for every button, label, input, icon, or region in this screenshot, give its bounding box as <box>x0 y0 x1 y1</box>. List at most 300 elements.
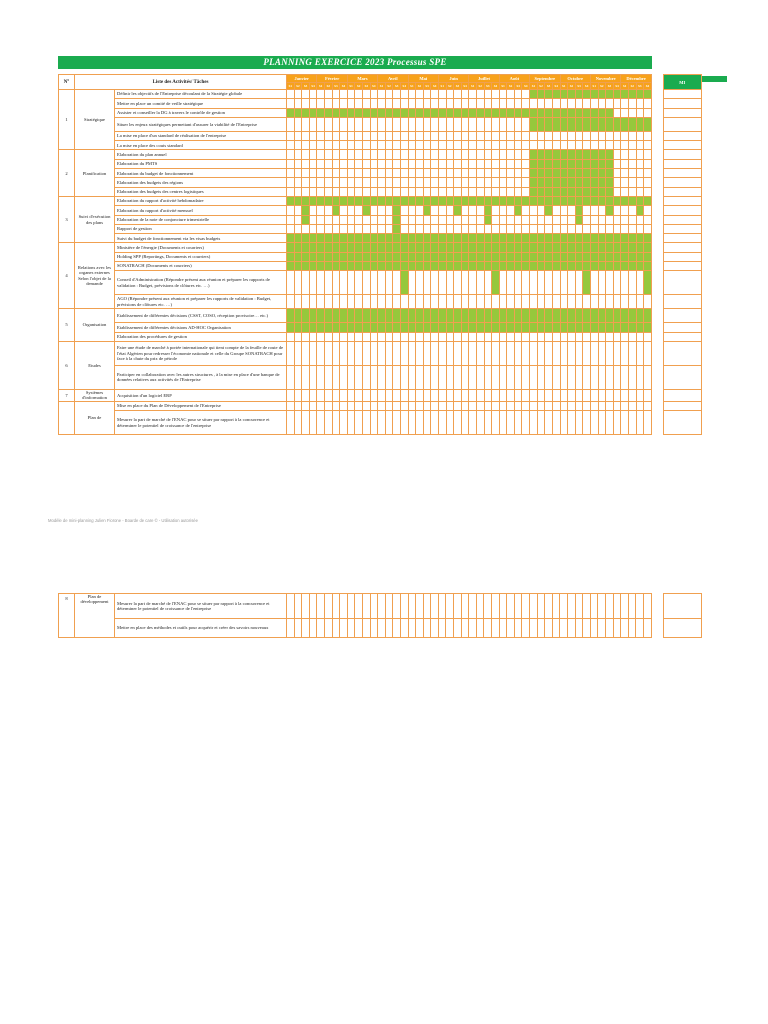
schedule-cell[interactable] <box>606 169 614 178</box>
schedule-cell[interactable] <box>332 411 340 435</box>
schedule-cell[interactable] <box>575 401 583 410</box>
schedule-cell[interactable] <box>606 131 614 140</box>
schedule-cell[interactable] <box>522 594 530 619</box>
schedule-cell[interactable] <box>340 401 348 410</box>
schedule-cell[interactable] <box>431 252 439 261</box>
schedule-cell[interactable] <box>287 108 295 117</box>
schedule-cell[interactable] <box>378 411 386 435</box>
schedule-cell[interactable] <box>385 411 393 435</box>
schedule-cell[interactable] <box>636 234 644 243</box>
schedule-cell[interactable] <box>400 131 408 140</box>
schedule-cell[interactable] <box>431 389 439 401</box>
schedule-cell[interactable] <box>469 243 477 252</box>
schedule-cell[interactable] <box>507 234 515 243</box>
schedule-cell[interactable] <box>317 90 325 99</box>
schedule-cell[interactable] <box>309 178 317 187</box>
schedule-cell[interactable] <box>446 108 454 117</box>
schedule-cell[interactable] <box>294 619 302 638</box>
schedule-cell[interactable] <box>583 271 591 295</box>
schedule-cell[interactable] <box>499 271 507 295</box>
schedule-cell[interactable] <box>423 169 431 178</box>
schedule-cell[interactable] <box>431 332 439 341</box>
schedule-cell[interactable] <box>484 178 492 187</box>
schedule-cell[interactable] <box>598 365 606 389</box>
schedule-cell[interactable] <box>416 234 424 243</box>
schedule-cell[interactable] <box>530 224 538 233</box>
schedule-cell[interactable] <box>568 108 576 117</box>
schedule-cell[interactable] <box>340 206 348 215</box>
extra-cell[interactable] <box>663 224 701 233</box>
schedule-cell[interactable] <box>537 411 545 435</box>
schedule-cell[interactable] <box>378 108 386 117</box>
schedule-cell[interactable] <box>461 90 469 99</box>
schedule-cell[interactable] <box>628 619 636 638</box>
schedule-cell[interactable] <box>552 243 560 252</box>
schedule-cell[interactable] <box>287 271 295 295</box>
schedule-cell[interactable] <box>514 141 522 150</box>
schedule-cell[interactable] <box>606 196 614 205</box>
schedule-cell[interactable] <box>628 131 636 140</box>
schedule-cell[interactable] <box>507 401 515 410</box>
schedule-cell[interactable] <box>621 131 629 140</box>
schedule-cell[interactable] <box>613 150 621 159</box>
schedule-cell[interactable] <box>621 169 629 178</box>
schedule-cell[interactable] <box>469 178 477 187</box>
schedule-cell[interactable] <box>302 594 310 619</box>
schedule-cell[interactable] <box>621 262 629 271</box>
schedule-cell[interactable] <box>340 594 348 619</box>
schedule-cell[interactable] <box>408 401 416 410</box>
schedule-cell[interactable] <box>362 262 370 271</box>
schedule-cell[interactable] <box>340 150 348 159</box>
schedule-cell[interactable] <box>400 243 408 252</box>
schedule-cell[interactable] <box>469 224 477 233</box>
schedule-cell[interactable] <box>583 90 591 99</box>
schedule-cell[interactable] <box>332 187 340 196</box>
schedule-cell[interactable] <box>309 401 317 410</box>
schedule-cell[interactable] <box>446 365 454 389</box>
schedule-cell[interactable] <box>309 252 317 261</box>
schedule-cell[interactable] <box>590 309 598 323</box>
schedule-cell[interactable] <box>499 169 507 178</box>
schedule-cell[interactable] <box>378 206 386 215</box>
schedule-cell[interactable] <box>287 99 295 108</box>
schedule-cell[interactable] <box>309 117 317 131</box>
schedule-cell[interactable] <box>560 159 568 168</box>
schedule-cell[interactable] <box>530 594 538 619</box>
schedule-cell[interactable] <box>636 401 644 410</box>
schedule-cell[interactable] <box>628 252 636 261</box>
schedule-cell[interactable] <box>302 619 310 638</box>
schedule-cell[interactable] <box>438 594 446 619</box>
schedule-cell[interactable] <box>378 234 386 243</box>
schedule-cell[interactable] <box>621 196 629 205</box>
schedule-cell[interactable] <box>514 117 522 131</box>
schedule-cell[interactable] <box>469 332 477 341</box>
schedule-cell[interactable] <box>431 90 439 99</box>
schedule-cell[interactable] <box>362 309 370 323</box>
schedule-cell[interactable] <box>644 295 652 309</box>
extra-cell[interactable] <box>663 215 701 224</box>
schedule-cell[interactable] <box>302 271 310 295</box>
schedule-cell[interactable] <box>408 243 416 252</box>
schedule-cell[interactable] <box>537 619 545 638</box>
schedule-cell[interactable] <box>461 389 469 401</box>
schedule-cell[interactable] <box>362 365 370 389</box>
schedule-cell[interactable] <box>575 224 583 233</box>
schedule-cell[interactable] <box>568 159 576 168</box>
schedule-cell[interactable] <box>362 411 370 435</box>
schedule-cell[interactable] <box>400 187 408 196</box>
schedule-cell[interactable] <box>545 389 553 401</box>
schedule-cell[interactable] <box>484 309 492 323</box>
extra-cell[interactable] <box>663 332 701 341</box>
schedule-cell[interactable] <box>309 99 317 108</box>
schedule-cell[interactable] <box>514 234 522 243</box>
schedule-cell[interactable] <box>545 271 553 295</box>
schedule-cell[interactable] <box>332 332 340 341</box>
schedule-cell[interactable] <box>507 309 515 323</box>
schedule-cell[interactable] <box>446 389 454 401</box>
schedule-cell[interactable] <box>492 243 500 252</box>
schedule-cell[interactable] <box>621 365 629 389</box>
schedule-cell[interactable] <box>507 150 515 159</box>
schedule-cell[interactable] <box>492 309 500 323</box>
schedule-cell[interactable] <box>416 332 424 341</box>
schedule-cell[interactable] <box>454 411 462 435</box>
schedule-cell[interactable] <box>583 619 591 638</box>
schedule-cell[interactable] <box>287 365 295 389</box>
schedule-cell[interactable] <box>613 271 621 295</box>
schedule-cell[interactable] <box>514 332 522 341</box>
schedule-cell[interactable] <box>590 243 598 252</box>
schedule-cell[interactable] <box>355 196 363 205</box>
schedule-cell[interactable] <box>378 365 386 389</box>
schedule-cell[interactable] <box>423 271 431 295</box>
schedule-cell[interactable] <box>476 108 484 117</box>
schedule-cell[interactable] <box>302 150 310 159</box>
schedule-cell[interactable] <box>598 224 606 233</box>
schedule-cell[interactable] <box>492 224 500 233</box>
schedule-cell[interactable] <box>393 90 401 99</box>
schedule-cell[interactable] <box>302 224 310 233</box>
schedule-cell[interactable] <box>438 224 446 233</box>
schedule-cell[interactable] <box>302 332 310 341</box>
schedule-cell[interactable] <box>302 309 310 323</box>
schedule-cell[interactable] <box>393 341 401 365</box>
schedule-cell[interactable] <box>575 594 583 619</box>
schedule-cell[interactable] <box>598 169 606 178</box>
schedule-cell[interactable] <box>416 309 424 323</box>
schedule-cell[interactable] <box>552 295 560 309</box>
schedule-cell[interactable] <box>530 187 538 196</box>
schedule-cell[interactable] <box>522 117 530 131</box>
schedule-cell[interactable] <box>431 224 439 233</box>
schedule-cell[interactable] <box>431 341 439 365</box>
schedule-cell[interactable] <box>545 99 553 108</box>
schedule-cell[interactable] <box>438 178 446 187</box>
schedule-cell[interactable] <box>416 295 424 309</box>
schedule-cell[interactable] <box>454 224 462 233</box>
schedule-cell[interactable] <box>317 99 325 108</box>
schedule-cell[interactable] <box>385 323 393 332</box>
schedule-cell[interactable] <box>423 594 431 619</box>
schedule-cell[interactable] <box>476 131 484 140</box>
schedule-cell[interactable] <box>355 108 363 117</box>
schedule-cell[interactable] <box>560 150 568 159</box>
schedule-cell[interactable] <box>454 332 462 341</box>
schedule-cell[interactable] <box>530 196 538 205</box>
schedule-cell[interactable] <box>446 332 454 341</box>
schedule-cell[interactable] <box>605 619 613 638</box>
schedule-cell[interactable] <box>302 365 310 389</box>
schedule-cell[interactable] <box>294 141 302 150</box>
schedule-cell[interactable] <box>355 90 363 99</box>
extra-cell[interactable] <box>663 341 701 365</box>
schedule-cell[interactable] <box>332 224 340 233</box>
schedule-cell[interactable] <box>583 401 591 410</box>
schedule-cell[interactable] <box>408 332 416 341</box>
schedule-cell[interactable] <box>423 141 431 150</box>
schedule-cell[interactable] <box>461 224 469 233</box>
schedule-cell[interactable] <box>545 401 553 410</box>
schedule-cell[interactable] <box>492 169 500 178</box>
schedule-cell[interactable] <box>644 131 652 140</box>
schedule-cell[interactable] <box>416 108 424 117</box>
schedule-cell[interactable] <box>347 594 355 619</box>
schedule-cell[interactable] <box>598 323 606 332</box>
schedule-cell[interactable] <box>552 224 560 233</box>
schedule-cell[interactable] <box>347 365 355 389</box>
schedule-cell[interactable] <box>560 99 568 108</box>
schedule-cell[interactable] <box>393 99 401 108</box>
schedule-cell[interactable] <box>347 332 355 341</box>
schedule-cell[interactable] <box>568 341 576 365</box>
schedule-cell[interactable] <box>423 411 431 435</box>
schedule-cell[interactable] <box>461 108 469 117</box>
schedule-cell[interactable] <box>324 401 332 410</box>
schedule-cell[interactable] <box>370 243 378 252</box>
schedule-cell[interactable] <box>378 196 386 205</box>
schedule-cell[interactable] <box>492 99 500 108</box>
schedule-cell[interactable] <box>378 131 386 140</box>
schedule-cell[interactable] <box>416 99 424 108</box>
schedule-cell[interactable] <box>302 108 310 117</box>
schedule-cell[interactable] <box>347 295 355 309</box>
schedule-cell[interactable] <box>317 295 325 309</box>
schedule-cell[interactable] <box>461 365 469 389</box>
extra-cell[interactable] <box>663 187 701 196</box>
schedule-cell[interactable] <box>628 178 636 187</box>
schedule-cell[interactable] <box>309 187 317 196</box>
schedule-cell[interactable] <box>302 159 310 168</box>
schedule-cell[interactable] <box>476 206 484 215</box>
schedule-cell[interactable] <box>575 619 583 638</box>
schedule-cell[interactable] <box>393 178 401 187</box>
schedule-cell[interactable] <box>590 117 598 131</box>
schedule-cell[interactable] <box>446 117 454 131</box>
schedule-cell[interactable] <box>636 252 644 261</box>
schedule-cell[interactable] <box>507 243 515 252</box>
schedule-cell[interactable] <box>514 108 522 117</box>
schedule-cell[interactable] <box>575 309 583 323</box>
schedule-cell[interactable] <box>590 332 598 341</box>
schedule-cell[interactable] <box>560 224 568 233</box>
schedule-cell[interactable] <box>621 99 629 108</box>
schedule-cell[interactable] <box>590 252 598 261</box>
schedule-cell[interactable] <box>385 262 393 271</box>
schedule-cell[interactable] <box>636 99 644 108</box>
schedule-cell[interactable] <box>522 341 530 365</box>
schedule-cell[interactable] <box>613 341 621 365</box>
schedule-cell[interactable] <box>545 252 553 261</box>
schedule-cell[interactable] <box>408 224 416 233</box>
schedule-cell[interactable] <box>644 411 652 435</box>
schedule-cell[interactable] <box>492 411 500 435</box>
schedule-cell[interactable] <box>431 141 439 150</box>
schedule-cell[interactable] <box>340 411 348 435</box>
schedule-cell[interactable] <box>545 243 553 252</box>
schedule-cell[interactable] <box>347 389 355 401</box>
schedule-cell[interactable] <box>492 234 500 243</box>
schedule-cell[interactable] <box>385 309 393 323</box>
schedule-cell[interactable] <box>644 141 652 150</box>
schedule-cell[interactable] <box>628 196 636 205</box>
schedule-cell[interactable] <box>644 178 652 187</box>
schedule-cell[interactable] <box>423 224 431 233</box>
schedule-cell[interactable] <box>416 90 424 99</box>
schedule-cell[interactable] <box>621 243 629 252</box>
schedule-cell[interactable] <box>378 150 386 159</box>
schedule-cell[interactable] <box>294 206 302 215</box>
schedule-cell[interactable] <box>309 108 317 117</box>
schedule-cell[interactable] <box>431 187 439 196</box>
schedule-cell[interactable] <box>438 90 446 99</box>
schedule-cell[interactable] <box>575 187 583 196</box>
schedule-cell[interactable] <box>568 295 576 309</box>
schedule-cell[interactable] <box>332 234 340 243</box>
schedule-cell[interactable] <box>416 150 424 159</box>
schedule-cell[interactable] <box>606 206 614 215</box>
schedule-cell[interactable] <box>408 365 416 389</box>
schedule-cell[interactable] <box>431 99 439 108</box>
schedule-cell[interactable] <box>332 323 340 332</box>
schedule-cell[interactable] <box>454 234 462 243</box>
schedule-cell[interactable] <box>636 271 644 295</box>
schedule-cell[interactable] <box>583 99 591 108</box>
schedule-cell[interactable] <box>537 365 545 389</box>
schedule-cell[interactable] <box>522 389 530 401</box>
schedule-cell[interactable] <box>370 262 378 271</box>
schedule-cell[interactable] <box>552 215 560 224</box>
schedule-cell[interactable] <box>575 262 583 271</box>
schedule-cell[interactable] <box>287 234 295 243</box>
schedule-cell[interactable] <box>552 90 560 99</box>
schedule-cell[interactable] <box>370 215 378 224</box>
schedule-cell[interactable] <box>302 99 310 108</box>
schedule-cell[interactable] <box>378 309 386 323</box>
schedule-cell[interactable] <box>287 295 295 309</box>
schedule-cell[interactable] <box>294 234 302 243</box>
schedule-cell[interactable] <box>355 262 363 271</box>
schedule-cell[interactable] <box>454 594 462 619</box>
schedule-cell[interactable] <box>431 234 439 243</box>
schedule-cell[interactable] <box>530 365 538 389</box>
schedule-cell[interactable] <box>545 215 553 224</box>
schedule-cell[interactable] <box>294 224 302 233</box>
schedule-cell[interactable] <box>598 295 606 309</box>
schedule-cell[interactable] <box>613 262 621 271</box>
schedule-cell[interactable] <box>590 90 598 99</box>
schedule-cell[interactable] <box>332 196 340 205</box>
schedule-cell[interactable] <box>575 234 583 243</box>
schedule-cell[interactable] <box>522 252 530 261</box>
schedule-cell[interactable] <box>522 411 530 435</box>
schedule-cell[interactable] <box>590 178 598 187</box>
schedule-cell[interactable] <box>568 401 576 410</box>
schedule-cell[interactable] <box>408 187 416 196</box>
schedule-cell[interactable] <box>530 389 538 401</box>
schedule-cell[interactable] <box>507 187 515 196</box>
schedule-cell[interactable] <box>438 169 446 178</box>
schedule-cell[interactable] <box>514 206 522 215</box>
schedule-cell[interactable] <box>431 196 439 205</box>
schedule-cell[interactable] <box>324 262 332 271</box>
schedule-cell[interactable] <box>568 169 576 178</box>
schedule-cell[interactable] <box>522 215 530 224</box>
schedule-cell[interactable] <box>613 108 621 117</box>
schedule-cell[interactable] <box>385 141 393 150</box>
schedule-cell[interactable] <box>499 365 507 389</box>
schedule-cell[interactable] <box>545 169 553 178</box>
schedule-cell[interactable] <box>560 187 568 196</box>
schedule-cell[interactable] <box>400 234 408 243</box>
schedule-cell[interactable] <box>355 619 363 638</box>
schedule-cell[interactable] <box>446 224 454 233</box>
schedule-cell[interactable] <box>454 141 462 150</box>
schedule-cell[interactable] <box>362 401 370 410</box>
schedule-cell[interactable] <box>507 295 515 309</box>
schedule-cell[interactable] <box>499 117 507 131</box>
schedule-cell[interactable] <box>400 401 408 410</box>
schedule-cell[interactable] <box>309 169 317 178</box>
schedule-cell[interactable] <box>340 271 348 295</box>
schedule-cell[interactable] <box>537 150 545 159</box>
schedule-cell[interactable] <box>317 619 325 638</box>
schedule-cell[interactable] <box>332 206 340 215</box>
schedule-cell[interactable] <box>294 196 302 205</box>
schedule-cell[interactable] <box>469 141 477 150</box>
schedule-cell[interactable] <box>583 323 591 332</box>
schedule-cell[interactable] <box>583 196 591 205</box>
schedule-cell[interactable] <box>598 234 606 243</box>
schedule-cell[interactable] <box>492 141 500 150</box>
schedule-cell[interactable] <box>309 323 317 332</box>
schedule-cell[interactable] <box>606 243 614 252</box>
schedule-cell[interactable] <box>438 332 446 341</box>
schedule-cell[interactable] <box>461 117 469 131</box>
schedule-cell[interactable] <box>469 309 477 323</box>
schedule-cell[interactable] <box>324 332 332 341</box>
schedule-cell[interactable] <box>416 365 424 389</box>
schedule-cell[interactable] <box>287 309 295 323</box>
schedule-cell[interactable] <box>393 411 401 435</box>
schedule-cell[interactable] <box>636 150 644 159</box>
schedule-cell[interactable] <box>499 178 507 187</box>
schedule-cell[interactable] <box>454 90 462 99</box>
schedule-cell[interactable] <box>644 389 652 401</box>
schedule-cell[interactable] <box>385 215 393 224</box>
